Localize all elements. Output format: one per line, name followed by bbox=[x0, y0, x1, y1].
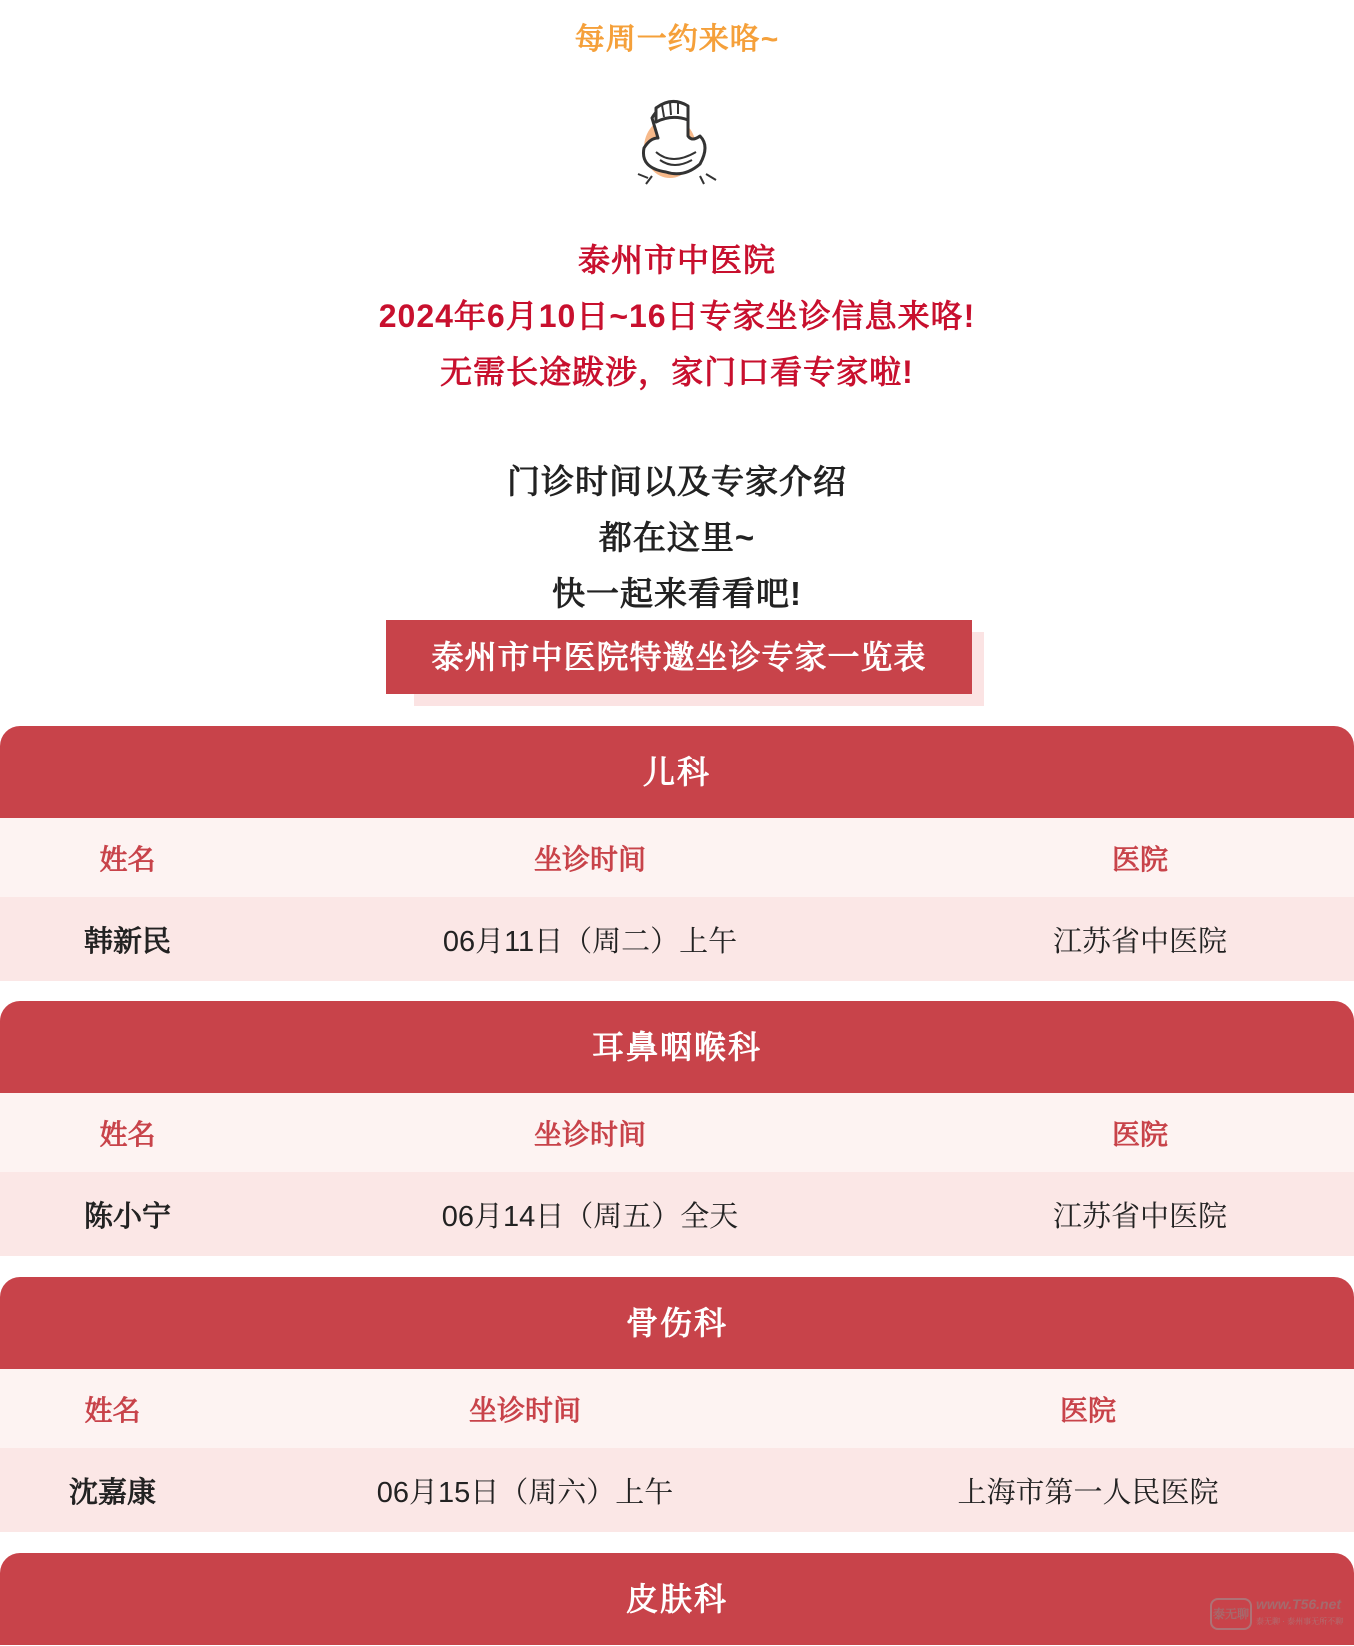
column-header-hospital: 医院 bbox=[1111, 843, 1168, 875]
department-section bbox=[0, 1553, 1354, 1645]
column-header-name: 姓名 bbox=[84, 1394, 141, 1426]
expert-list-banner bbox=[386, 620, 972, 702]
expert-name: 沈嘉康 bbox=[68, 1476, 156, 1509]
column-header-time: 坐诊时间 bbox=[533, 843, 646, 875]
department-header: 耳鼻咽喉科 bbox=[0, 1001, 1354, 1093]
table-row bbox=[0, 1448, 1354, 1532]
watermark-subtitle: 泰无聊 · 泰州事无所不聊 bbox=[1256, 1617, 1344, 1626]
watermark-badge: 泰无聊 bbox=[1210, 1598, 1252, 1630]
mascot-illustration bbox=[630, 96, 730, 196]
slogan-line: 无需长途跋涉，家门口看专家啦! bbox=[440, 354, 914, 390]
hospital-title: 泰州市中医院 bbox=[577, 242, 776, 278]
banner-title: 泰州市中医院特邀坐诊专家一览表 bbox=[386, 620, 972, 694]
column-header-hospital: 医院 bbox=[1059, 1394, 1116, 1426]
intro-block bbox=[0, 454, 1354, 622]
table-row bbox=[0, 1172, 1354, 1256]
expert-name: 韩新民 bbox=[83, 925, 171, 958]
expert-hospital: 上海市第一人民医院 bbox=[957, 1476, 1219, 1509]
department-section bbox=[0, 1001, 1354, 1256]
clinic-time: 06月14日（周五）全天 bbox=[441, 1200, 739, 1233]
intro-line: 快一起来看看吧! bbox=[552, 575, 802, 612]
department-header: 皮肤科 bbox=[0, 1553, 1354, 1645]
table-row bbox=[0, 897, 1354, 981]
expert-name: 陈小宁 bbox=[83, 1200, 171, 1233]
watermark bbox=[1210, 1594, 1350, 1634]
column-header-name: 姓名 bbox=[99, 843, 156, 875]
column-header-time: 坐诊时间 bbox=[468, 1394, 581, 1426]
top-tagline: 每周一约来咯~ bbox=[574, 23, 780, 56]
expert-hospital: 江苏省中医院 bbox=[1052, 1200, 1227, 1233]
intro-line: 都在这里~ bbox=[598, 519, 756, 556]
table-header-row bbox=[0, 1093, 1354, 1172]
department-header: 儿科 bbox=[0, 726, 1354, 818]
clinic-time: 06月11日（周二）上午 bbox=[442, 925, 738, 958]
headline-block bbox=[0, 232, 1354, 400]
clinic-time: 06月15日（周六）上午 bbox=[376, 1476, 674, 1509]
column-header-hospital: 医院 bbox=[1111, 1118, 1168, 1150]
mascot-icon bbox=[630, 96, 730, 196]
column-header-time: 坐诊时间 bbox=[533, 1118, 646, 1150]
watermark-site: www.T56.net bbox=[1256, 1596, 1342, 1612]
schedule-headline: 2024年6月10日~16日专家坐诊信息来咯! bbox=[378, 298, 976, 334]
department-header: 骨伤科 bbox=[0, 1277, 1354, 1369]
table-header-row bbox=[0, 818, 1354, 897]
department-section bbox=[0, 726, 1354, 981]
expert-hospital: 江苏省中医院 bbox=[1052, 925, 1227, 958]
intro-line: 门诊时间以及专家介绍 bbox=[507, 463, 847, 500]
column-header-name: 姓名 bbox=[99, 1118, 156, 1150]
department-section bbox=[0, 1277, 1354, 1532]
table-header-row bbox=[0, 1369, 1354, 1448]
